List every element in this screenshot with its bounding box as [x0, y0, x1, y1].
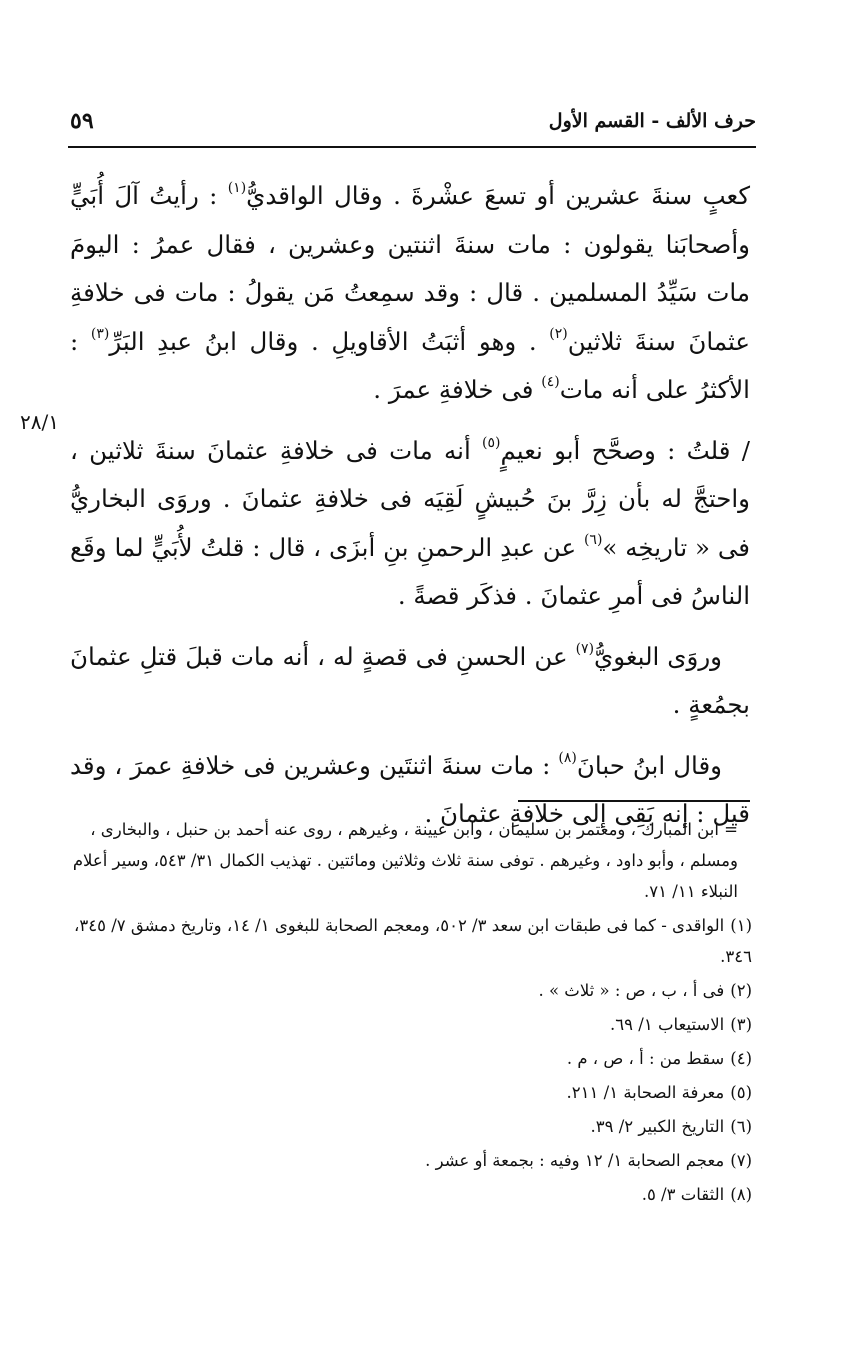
- text-run: وروَى البغويُّ: [594, 641, 722, 671]
- footnote-marker: (٦): [583, 531, 603, 548]
- footnote-text: سقط من : أ ، ص ، م .: [566, 1049, 725, 1068]
- footnote-marker: (٨): [558, 749, 577, 766]
- text-run: وقال ابنُ حبانَ: [576, 750, 723, 780]
- text-run: عن عبدِ الرحمنِ بنِ أبزَى ، قال : قلتُ لأُبَيٍّ لما وقَع الناسُ فى أمرِ عثمانَ . فذكَر قصةً .: [70, 532, 750, 610]
- footnote: [70, 975, 752, 1006]
- footnote-number: (٤): [730, 1049, 752, 1068]
- footnote: [70, 1077, 752, 1108]
- footnote-separator: [518, 800, 750, 802]
- text-run: : مات سنةَ اثنتَين وعشرين فى خلافةِ عمرَ ، وقد قيل : إنه بَقِى إلى خلافةِ عثمانَ .: [70, 750, 750, 828]
- footnote-marker: (٤): [541, 374, 560, 390]
- text-run: فى خلافةِ عمرَ .: [373, 375, 542, 404]
- footnote-marker: (٢): [549, 325, 568, 342]
- text-run: أنه مات فى خلافةِ عثمانَ سنةَ ثلاثين ، واحتجَّ له بأن زِرَّ بنَ حُبيشٍ لَقِيَه فى خلافةِ عثمانَ . وروَى البخاريُّ فى « تاريخِه »: [70, 435, 751, 562]
- footnote-number: (٧): [730, 1151, 752, 1170]
- text-run: . وهو أثبَتُ الأقاويلِ . وقال ابنُ عبدِ البَرِّ: [109, 326, 550, 356]
- footnote-number: (٣): [730, 1015, 752, 1034]
- footnote-text: معرفة الصحابة ١/ ٢١١.: [566, 1083, 725, 1102]
- footnote-text: معجم الصحابة ١/ ١٢ وفيه : بجمعة أو عشر .: [425, 1151, 725, 1170]
- paragraph: [70, 172, 750, 415]
- footnote: [70, 1145, 752, 1176]
- text-run: عن الحسنِ فى قصةٍ له ، أنه مات قبلَ قتلِ عثمانَ بجمُعةٍ .: [70, 641, 750, 719]
- footnote-text: فى أ ، ب ، ص : « ثلاث » .: [538, 981, 725, 1000]
- text-run: : الأكثرُ على أنه مات: [70, 326, 750, 404]
- footnote: [70, 1043, 752, 1074]
- text-run: / قلتُ : وصحَّح أبو نعيمٍ: [500, 435, 751, 465]
- footnote: [70, 910, 752, 972]
- main-text: [70, 172, 750, 839]
- footnote-number: (٢): [730, 981, 752, 1000]
- running-header: [68, 100, 756, 148]
- margin-reference: ٢٨/١: [20, 410, 59, 434]
- footnote-text: الثقات ٣/ ٥.: [641, 1185, 725, 1204]
- footnote-text: = ابن المبارك ، ومعتمر بن سليمان ، وابن عيينة ، وغيرهم ، روى عنه أحمد بن حنبل ، والبخارى ، ومسلم ، وأبو داود ، وغيرهم . توفى سنة ثلاث وثلاثين ومائتين . تهذيب الكمال ٣١/ ٥٤٣، وسير أعلام النبلاء ١١/ ٧١.: [72, 820, 738, 901]
- footnote: [70, 1111, 752, 1142]
- footnote-text: الواقدى - كما فى طبقات ابن سعد ٣/ ٥٠٢، ومعجم الصحابة للبغوى ١/ ١٤، وتاريخ دمشق ٧/ ٣٤٥، ٣٤٦.: [74, 916, 752, 966]
- footnotes: [70, 814, 752, 1210]
- paragraph: [70, 427, 750, 621]
- footnote-marker: (٥): [482, 434, 501, 451]
- footnote-marker: (٧): [575, 640, 595, 657]
- footnote: [70, 1179, 752, 1210]
- text-run: : رأيتُ آلَ أُبَيٍّ وأصحابَنا يقولون : مات سنةَ اثنتين وعشرين ، فقال عمرُ : اليومَ مات سَيِّدُ المسلمين . قال : وقد سمِعتُ مَن يقولُ : مات فى خلافةِ عثمانَ سنةَ ثلاثين: [70, 181, 750, 356]
- footnote-text: الاستيعاب ١/ ٦٩.: [610, 1015, 725, 1034]
- footnote-number: (٥): [730, 1083, 752, 1102]
- paragraph: [70, 633, 750, 730]
- footnote-marker: (٣): [90, 325, 110, 342]
- footnote-number: (٦): [730, 1117, 752, 1136]
- footnote: [70, 1009, 752, 1040]
- footnote: [70, 814, 752, 907]
- page-number: ٥٩: [70, 108, 94, 134]
- footnote-number: (٨): [730, 1185, 752, 1204]
- running-title: حرف الألف - القسم الأول: [548, 110, 756, 132]
- footnote-text: التاريخ الكبير ٢/ ٣٩.: [590, 1117, 725, 1136]
- text-run: كعبٍ سنةَ عشرين أو تسعَ عشْرةَ . وقال الواقديُّ: [246, 181, 750, 210]
- footnote-marker: (١): [227, 180, 247, 196]
- footnote-number: (١): [730, 916, 752, 935]
